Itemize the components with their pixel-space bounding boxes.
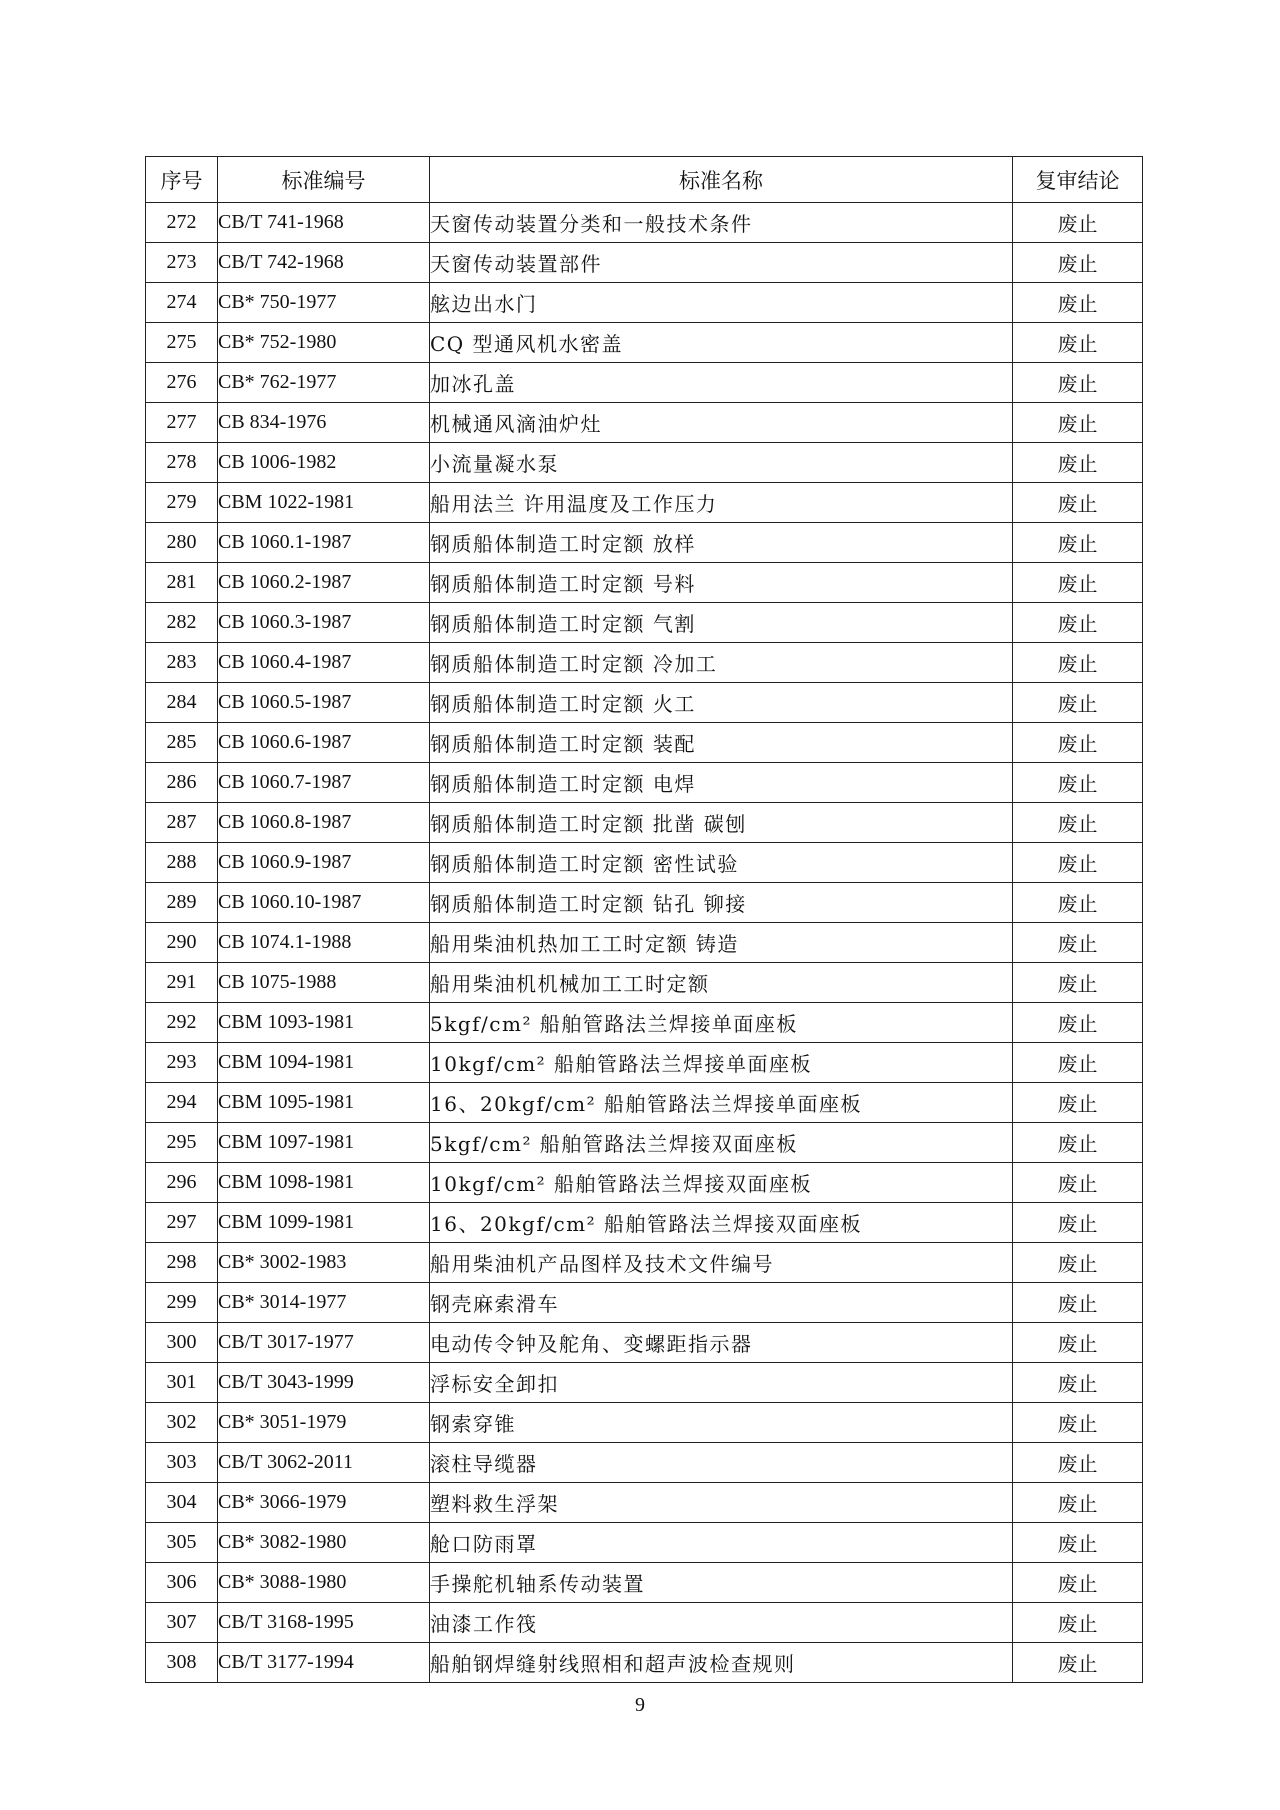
table-row <box>146 763 1143 803</box>
standard-code-cell: CBM 1098-1981 <box>218 1163 430 1203</box>
table-row <box>146 203 1143 243</box>
standard-name-cell: 天窗传动装置分类和一般技术条件 <box>430 203 1013 243</box>
table-row <box>146 1283 1143 1323</box>
review-result-cell: 废止 <box>1013 643 1143 683</box>
standard-name-cell: 船用柴油机热加工工时定额 铸造 <box>430 923 1013 963</box>
review-result-cell: 废止 <box>1013 243 1143 283</box>
standard-code-cell: CBM 1094-1981 <box>218 1043 430 1083</box>
table-row <box>146 1483 1143 1523</box>
standard-name-cell: 16、20kgf/cm² 船舶管路法兰焊接双面座板 <box>430 1203 1013 1243</box>
review-result-cell: 废止 <box>1013 1083 1143 1123</box>
table-row <box>146 1443 1143 1483</box>
table-row <box>146 1643 1143 1683</box>
serial-number-cell: 284 <box>146 683 218 723</box>
standard-code-cell: CB 1074.1-1988 <box>218 923 430 963</box>
serial-number-cell: 283 <box>146 643 218 683</box>
serial-number-cell: 296 <box>146 1163 218 1203</box>
standards-review-table <box>145 156 1143 1683</box>
serial-number-cell: 290 <box>146 923 218 963</box>
review-result-cell: 废止 <box>1013 1483 1143 1523</box>
table-row <box>146 843 1143 883</box>
table-row <box>146 1083 1143 1123</box>
serial-number-cell: 275 <box>146 323 218 363</box>
review-result-cell: 废止 <box>1013 1523 1143 1563</box>
review-result-cell: 废止 <box>1013 1043 1143 1083</box>
standard-code-cell: CB* 3088-1980 <box>218 1563 430 1603</box>
standard-code-cell: CB* 3082-1980 <box>218 1523 430 1563</box>
review-result-cell: 废止 <box>1013 1243 1143 1283</box>
review-result-cell: 废止 <box>1013 803 1143 843</box>
serial-number-cell: 288 <box>146 843 218 883</box>
table-row <box>146 883 1143 923</box>
standard-code-cell: CB 1060.8-1987 <box>218 803 430 843</box>
serial-number-cell: 304 <box>146 1483 218 1523</box>
standard-code-cell: CB 1060.9-1987 <box>218 843 430 883</box>
standard-name-cell: 舱口防雨罩 <box>430 1523 1013 1563</box>
header-review-result: 复审结论 <box>1013 157 1143 203</box>
serial-number-cell: 305 <box>146 1523 218 1563</box>
standard-name-cell: 钢质船体制造工时定额 密性试验 <box>430 843 1013 883</box>
review-result-cell: 废止 <box>1013 443 1143 483</box>
review-result-cell: 废止 <box>1013 483 1143 523</box>
standard-code-cell: CBM 1097-1981 <box>218 1123 430 1163</box>
table-row <box>146 523 1143 563</box>
table-row <box>146 1203 1143 1243</box>
standard-code-cell: CB* 3002-1983 <box>218 1243 430 1283</box>
standard-code-cell: CB/T 3062-2011 <box>218 1443 430 1483</box>
standard-name-cell: 船用柴油机产品图样及技术文件编号 <box>430 1243 1013 1283</box>
serial-number-cell: 308 <box>146 1643 218 1683</box>
serial-number-cell: 274 <box>146 283 218 323</box>
standard-name-cell: 电动传令钟及舵角、变螺距指示器 <box>430 1323 1013 1363</box>
review-result-cell: 废止 <box>1013 1643 1143 1683</box>
table-row <box>146 1043 1143 1083</box>
table-row <box>146 1363 1143 1403</box>
standard-name-cell: 钢质船体制造工时定额 火工 <box>430 683 1013 723</box>
standard-name-cell: 5kgf/cm² 船舶管路法兰焊接双面座板 <box>430 1123 1013 1163</box>
serial-number-cell: 302 <box>146 1403 218 1443</box>
standard-code-cell: CB/T 741-1968 <box>218 203 430 243</box>
standard-code-cell: CBM 1093-1981 <box>218 1003 430 1043</box>
table-row <box>146 1163 1143 1203</box>
standard-name-cell: 浮标安全卸扣 <box>430 1363 1013 1403</box>
standard-name-cell: 5kgf/cm² 船舶管路法兰焊接单面座板 <box>430 1003 1013 1043</box>
standard-code-cell: CB 1060.7-1987 <box>218 763 430 803</box>
table-row <box>146 1603 1143 1643</box>
table-row <box>146 643 1143 683</box>
standard-name-cell: 钢质船体制造工时定额 电焊 <box>430 763 1013 803</box>
standard-code-cell: CB/T 3168-1995 <box>218 1603 430 1643</box>
serial-number-cell: 278 <box>146 443 218 483</box>
review-result-cell: 废止 <box>1013 1363 1143 1403</box>
standard-code-cell: CB* 3051-1979 <box>218 1403 430 1443</box>
standard-name-cell: 天窗传动装置部件 <box>430 243 1013 283</box>
table-row <box>146 443 1143 483</box>
table-row <box>146 483 1143 523</box>
serial-number-cell: 285 <box>146 723 218 763</box>
review-result-cell: 废止 <box>1013 603 1143 643</box>
standard-name-cell: 塑料救生浮架 <box>430 1483 1013 1523</box>
standard-name-cell: 10kgf/cm² 船舶管路法兰焊接双面座板 <box>430 1163 1013 1203</box>
review-result-cell: 废止 <box>1013 203 1143 243</box>
standard-name-cell: 10kgf/cm² 船舶管路法兰焊接单面座板 <box>430 1043 1013 1083</box>
standard-code-cell: CB 1060.3-1987 <box>218 603 430 643</box>
standard-code-cell: CB 1060.5-1987 <box>218 683 430 723</box>
table-row <box>146 363 1143 403</box>
standard-code-cell: CB* 752-1980 <box>218 323 430 363</box>
serial-number-cell: 276 <box>146 363 218 403</box>
serial-number-cell: 303 <box>146 1443 218 1483</box>
review-result-cell: 废止 <box>1013 283 1143 323</box>
review-result-cell: 废止 <box>1013 843 1143 883</box>
table-row <box>146 1523 1143 1563</box>
review-result-cell: 废止 <box>1013 1603 1143 1643</box>
standard-name-cell: 16、20kgf/cm² 船舶管路法兰焊接单面座板 <box>430 1083 1013 1123</box>
serial-number-cell: 294 <box>146 1083 218 1123</box>
standard-name-cell: 钢质船体制造工时定额 气割 <box>430 603 1013 643</box>
header-serial-number: 序号 <box>146 157 218 203</box>
standard-code-cell: CB 834-1976 <box>218 403 430 443</box>
standard-code-cell: CB* 750-1977 <box>218 283 430 323</box>
standard-code-cell: CB* 762-1977 <box>218 363 430 403</box>
table-row <box>146 323 1143 363</box>
review-result-cell: 废止 <box>1013 1003 1143 1043</box>
review-result-cell: 废止 <box>1013 883 1143 923</box>
standard-name-cell: 船舶钢焊缝射线照相和超声波检查规则 <box>430 1643 1013 1683</box>
review-result-cell: 废止 <box>1013 763 1143 803</box>
serial-number-cell: 301 <box>146 1363 218 1403</box>
table-row <box>146 723 1143 763</box>
standard-code-cell: CB 1060.2-1987 <box>218 563 430 603</box>
table-row <box>146 1403 1143 1443</box>
standard-code-cell: CBM 1022-1981 <box>218 483 430 523</box>
serial-number-cell: 286 <box>146 763 218 803</box>
standard-name-cell: 机械通风滴油炉灶 <box>430 403 1013 443</box>
standard-code-cell: CB* 3014-1977 <box>218 1283 430 1323</box>
serial-number-cell: 295 <box>146 1123 218 1163</box>
table-row <box>146 1323 1143 1363</box>
table-row <box>146 563 1143 603</box>
table-row <box>146 963 1143 1003</box>
review-result-cell: 废止 <box>1013 363 1143 403</box>
serial-number-cell: 281 <box>146 563 218 603</box>
serial-number-cell: 291 <box>146 963 218 1003</box>
serial-number-cell: 287 <box>146 803 218 843</box>
standard-name-cell: 手操舵机轴系传动装置 <box>430 1563 1013 1603</box>
standard-name-cell: 油漆工作筏 <box>430 1603 1013 1643</box>
standard-name-cell: 舷边出水门 <box>430 283 1013 323</box>
standard-name-cell: 钢壳麻索滑车 <box>430 1283 1013 1323</box>
standard-name-cell: 钢质船体制造工时定额 钻孔 铆接 <box>430 883 1013 923</box>
serial-number-cell: 298 <box>146 1243 218 1283</box>
standard-code-cell: CB 1060.10-1987 <box>218 883 430 923</box>
standard-code-cell: CB/T 3017-1977 <box>218 1323 430 1363</box>
standard-name-cell: 船用法兰 许用温度及工作压力 <box>430 483 1013 523</box>
standard-name-cell: 滚柱导缆器 <box>430 1443 1013 1483</box>
review-result-cell: 废止 <box>1013 563 1143 603</box>
review-result-cell: 废止 <box>1013 1163 1143 1203</box>
table-row <box>146 1243 1143 1283</box>
table-row <box>146 1563 1143 1603</box>
table-row <box>146 1003 1143 1043</box>
standard-code-cell: CBM 1095-1981 <box>218 1083 430 1123</box>
standard-name-cell: 钢质船体制造工时定额 号料 <box>430 563 1013 603</box>
standard-code-cell: CB 1060.4-1987 <box>218 643 430 683</box>
serial-number-cell: 279 <box>146 483 218 523</box>
review-result-cell: 废止 <box>1013 923 1143 963</box>
standard-name-cell: 钢质船体制造工时定额 批凿 碳刨 <box>430 803 1013 843</box>
standard-name-cell: 船用柴油机机械加工工时定额 <box>430 963 1013 1003</box>
standard-code-cell: CB 1060.6-1987 <box>218 723 430 763</box>
table-row <box>146 243 1143 283</box>
standard-name-cell: 钢质船体制造工时定额 装配 <box>430 723 1013 763</box>
review-result-cell: 废止 <box>1013 723 1143 763</box>
serial-number-cell: 307 <box>146 1603 218 1643</box>
table-row <box>146 603 1143 643</box>
review-result-cell: 废止 <box>1013 323 1143 363</box>
review-result-cell: 废止 <box>1013 683 1143 723</box>
serial-number-cell: 300 <box>146 1323 218 1363</box>
standard-name-cell: 钢索穿锥 <box>430 1403 1013 1443</box>
review-result-cell: 废止 <box>1013 1403 1143 1443</box>
review-result-cell: 废止 <box>1013 1203 1143 1243</box>
review-result-cell: 废止 <box>1013 403 1143 443</box>
serial-number-cell: 280 <box>146 523 218 563</box>
table-row <box>146 803 1143 843</box>
standard-name-cell: 钢质船体制造工时定额 冷加工 <box>430 643 1013 683</box>
header-standard-code: 标准编号 <box>218 157 430 203</box>
standard-name-cell: CQ 型通风机水密盖 <box>430 323 1013 363</box>
review-result-cell: 废止 <box>1013 1283 1143 1323</box>
review-result-cell: 废止 <box>1013 1443 1143 1483</box>
table-row <box>146 403 1143 443</box>
serial-number-cell: 282 <box>146 603 218 643</box>
standard-name-cell: 小流量凝水泵 <box>430 443 1013 483</box>
review-result-cell: 废止 <box>1013 1123 1143 1163</box>
standard-code-cell: CB/T 3177-1994 <box>218 1643 430 1683</box>
serial-number-cell: 289 <box>146 883 218 923</box>
table-row <box>146 283 1143 323</box>
standard-code-cell: CB/T 742-1968 <box>218 243 430 283</box>
table-body <box>146 203 1143 1683</box>
serial-number-cell: 277 <box>146 403 218 443</box>
header-standard-name: 标准名称 <box>430 157 1013 203</box>
serial-number-cell: 299 <box>146 1283 218 1323</box>
review-result-cell: 废止 <box>1013 1323 1143 1363</box>
standard-name-cell: 加冰孔盖 <box>430 363 1013 403</box>
review-result-cell: 废止 <box>1013 523 1143 563</box>
serial-number-cell: 292 <box>146 1003 218 1043</box>
serial-number-cell: 306 <box>146 1563 218 1603</box>
serial-number-cell: 272 <box>146 203 218 243</box>
review-result-cell: 废止 <box>1013 963 1143 1003</box>
serial-number-cell: 297 <box>146 1203 218 1243</box>
standard-code-cell: CB 1006-1982 <box>218 443 430 483</box>
standard-code-cell: CB* 3066-1979 <box>218 1483 430 1523</box>
table-row <box>146 683 1143 723</box>
review-result-cell: 废止 <box>1013 1563 1143 1603</box>
standard-code-cell: CBM 1099-1981 <box>218 1203 430 1243</box>
serial-number-cell: 293 <box>146 1043 218 1083</box>
standard-code-cell: CB 1075-1988 <box>218 963 430 1003</box>
table-row <box>146 923 1143 963</box>
standard-code-cell: CB/T 3043-1999 <box>218 1363 430 1403</box>
serial-number-cell: 273 <box>146 243 218 283</box>
table-header-row <box>146 157 1143 203</box>
table-row <box>146 1123 1143 1163</box>
standard-code-cell: CB 1060.1-1987 <box>218 523 430 563</box>
standard-name-cell: 钢质船体制造工时定额 放样 <box>430 523 1013 563</box>
page-number: 9 <box>635 1694 645 1716</box>
